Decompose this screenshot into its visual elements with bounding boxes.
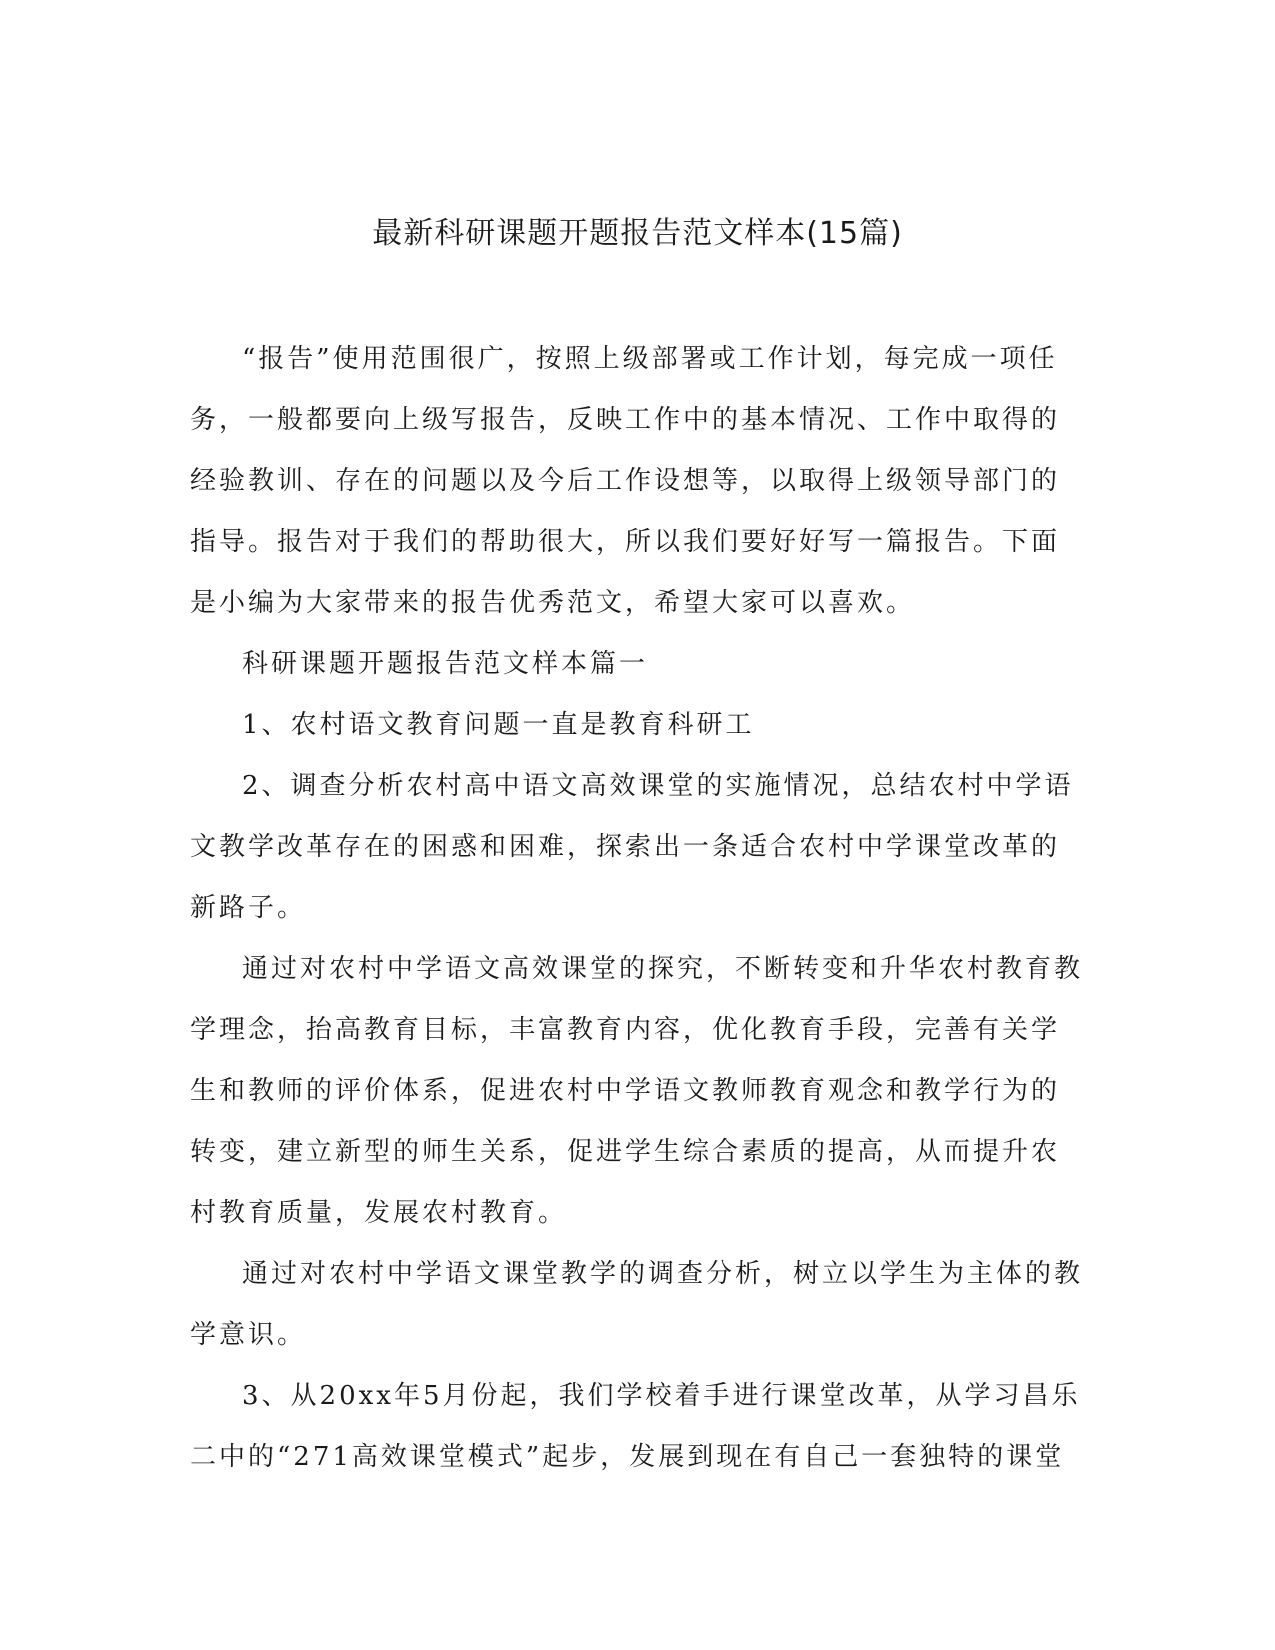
body-paragraph: 3、从20xx年5月份起，我们学校着手进行课堂改革，从学习昌乐二中的“271高效课堂模式”起步，发展到现在有自己一套独特的课堂 <box>190 1381 1081 1472</box>
section-heading: 科研课题开题报告范文样本篇一 <box>242 649 649 679</box>
document-body <box>190 329 1085 1488</box>
body-paragraph: 通过对农村中学语文课堂教学的调查分析，树立以学生为主体的教学意识。 <box>190 1259 1084 1350</box>
document-title: 最新科研课题开题报告范文样本(15篇) <box>372 216 903 251</box>
intro-paragraph: “报告”使用范围很广，按照上级部署或工作计划，每完成一项任务，一般都要向上级写报告，反映工作中的基本情况、工作中取得的经验教训、存在的问题以及今后工作设想等，以取得上级领导部门的指导。报告对于我们的帮助很大，所以我们要好好写一篇报告。下面是小编为大家带来的报告优秀范文，希望大家可以喜欢。 <box>190 344 1061 618</box>
body-paragraph: 通过对农村中学语文高效课堂的探究，不断转变和升华农村教育教学理念，抬高教育目标，丰富教育内容，优化教育手段，完善有关学生和教师的评价体系，促进农村中学语文教师教育观念和教学行为的转变，建立新型的师生关系，促进学生综合素质的提高，从而提升农村教育质量，发展农村教育。 <box>190 954 1084 1228</box>
body-paragraph: 1、农村语文教育问题一直是教育科研工 <box>242 710 755 740</box>
body-paragraph: 2、调查分析农村高中语文高效课堂的实施情况，总结农村中学语文教学改革存在的困惑和困难，探索出一条适合农村中学课堂改革的新路子。 <box>190 771 1074 923</box>
